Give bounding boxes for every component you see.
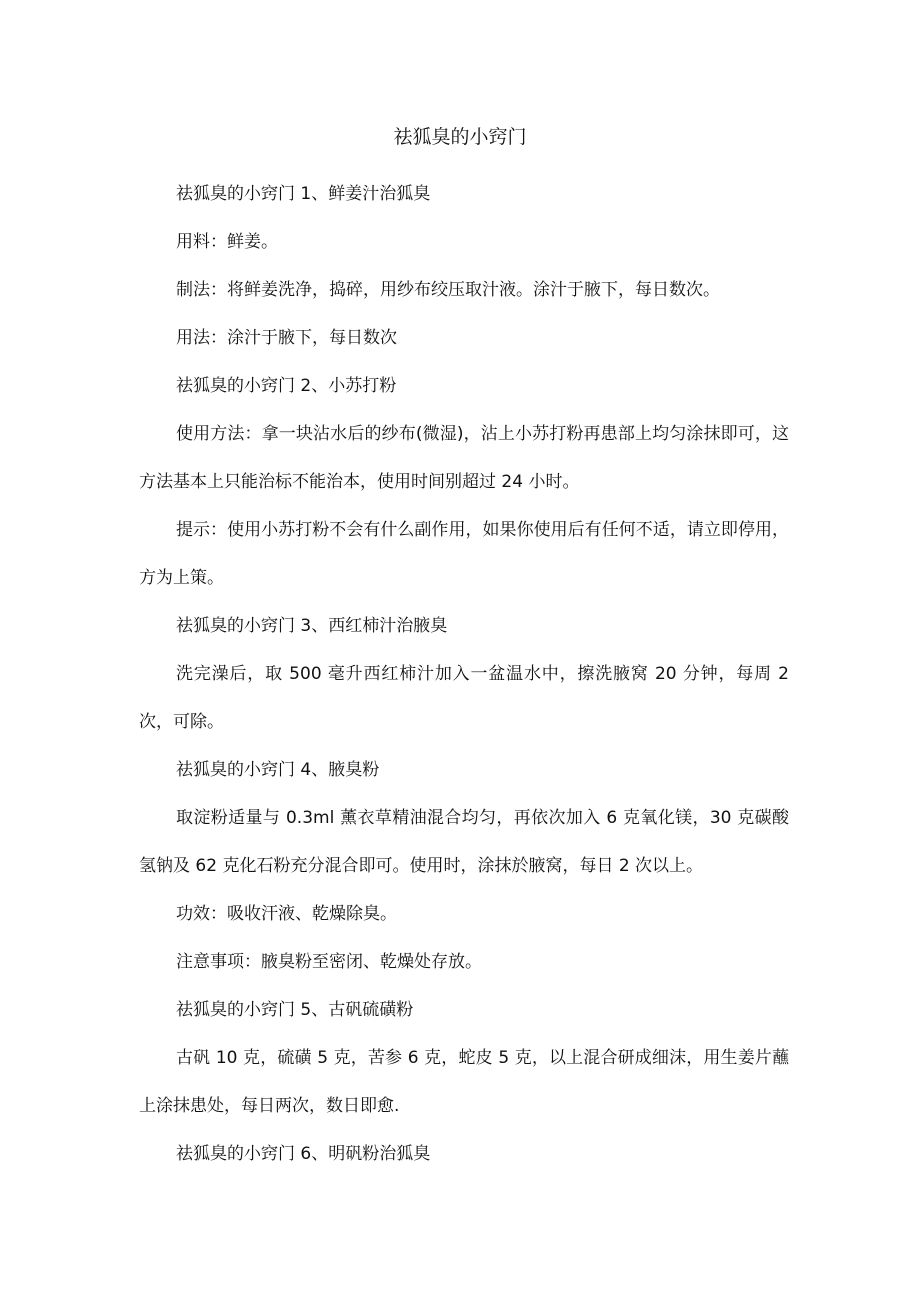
heading-tip-4: 祛狐臭的小窍门 4、腋臭粉 xyxy=(176,760,380,780)
paragraph: 提示：使用小苏打粉不会有什么副作用，如果你使用后有任何不适，请立即停用，方为上策。 xyxy=(139,520,789,588)
document-title: 祛狐臭的小窍门 xyxy=(393,126,527,148)
heading-tip-3: 祛狐臭的小窍门 3、西红柿汁治腋臭 xyxy=(176,616,448,636)
paragraph: 功效：吸收汗液、乾燥除臭。 xyxy=(176,904,397,924)
paragraph: 取淀粉适量与 0.3ml 薰衣草精油混合均匀，再依次加入 6 克氧化镁，30 克碳酸氢钠及 62 克化石粉充分混合即可。使用时，涂抹於腋窝，每日 2 次以上。 xyxy=(139,808,789,876)
paragraph: 使用方法：拿一块沾水后的纱布(微湿)，沾上小苏打粉再患部上均匀涂抹即可，这方法基本上只能治标不能治本，使用时间别超过 24 小时。 xyxy=(139,424,789,492)
paragraph: 用法：涂汁于腋下，每日数次 xyxy=(176,328,397,348)
heading-tip-6: 祛狐臭的小窍门 6、明矾粉治狐臭 xyxy=(176,1144,431,1164)
paragraph: 注意事项：腋臭粉至密闭、乾燥处存放。 xyxy=(176,952,482,972)
paragraph: 洗完澡后，取 500 毫升西红柿汁加入一盆温水中，擦洗腋窝 20 分钟，每周 2 次，可除。 xyxy=(139,664,789,732)
heading-tip-1: 祛狐臭的小窍门 1、鲜姜汁治狐臭 xyxy=(176,184,431,204)
heading-tip-5: 祛狐臭的小窍门 5、古矾硫磺粉 xyxy=(176,1000,414,1020)
paragraph: 用料：鲜姜。 xyxy=(176,232,278,252)
paragraph: 古矾 10 克，硫磺 5 克，苦参 6 克，蛇皮 5 克，以上混合研成细沫，用生姜片蘸上涂抹患处，每日两次，数日即愈. xyxy=(139,1048,789,1116)
document-body xyxy=(139,170,789,1178)
paragraph: 制法：将鲜姜洗净，捣碎，用纱布绞压取汁液。涂汁于腋下，每日数次。 xyxy=(176,280,720,300)
heading-tip-2: 祛狐臭的小窍门 2、小苏打粉 xyxy=(176,376,397,396)
